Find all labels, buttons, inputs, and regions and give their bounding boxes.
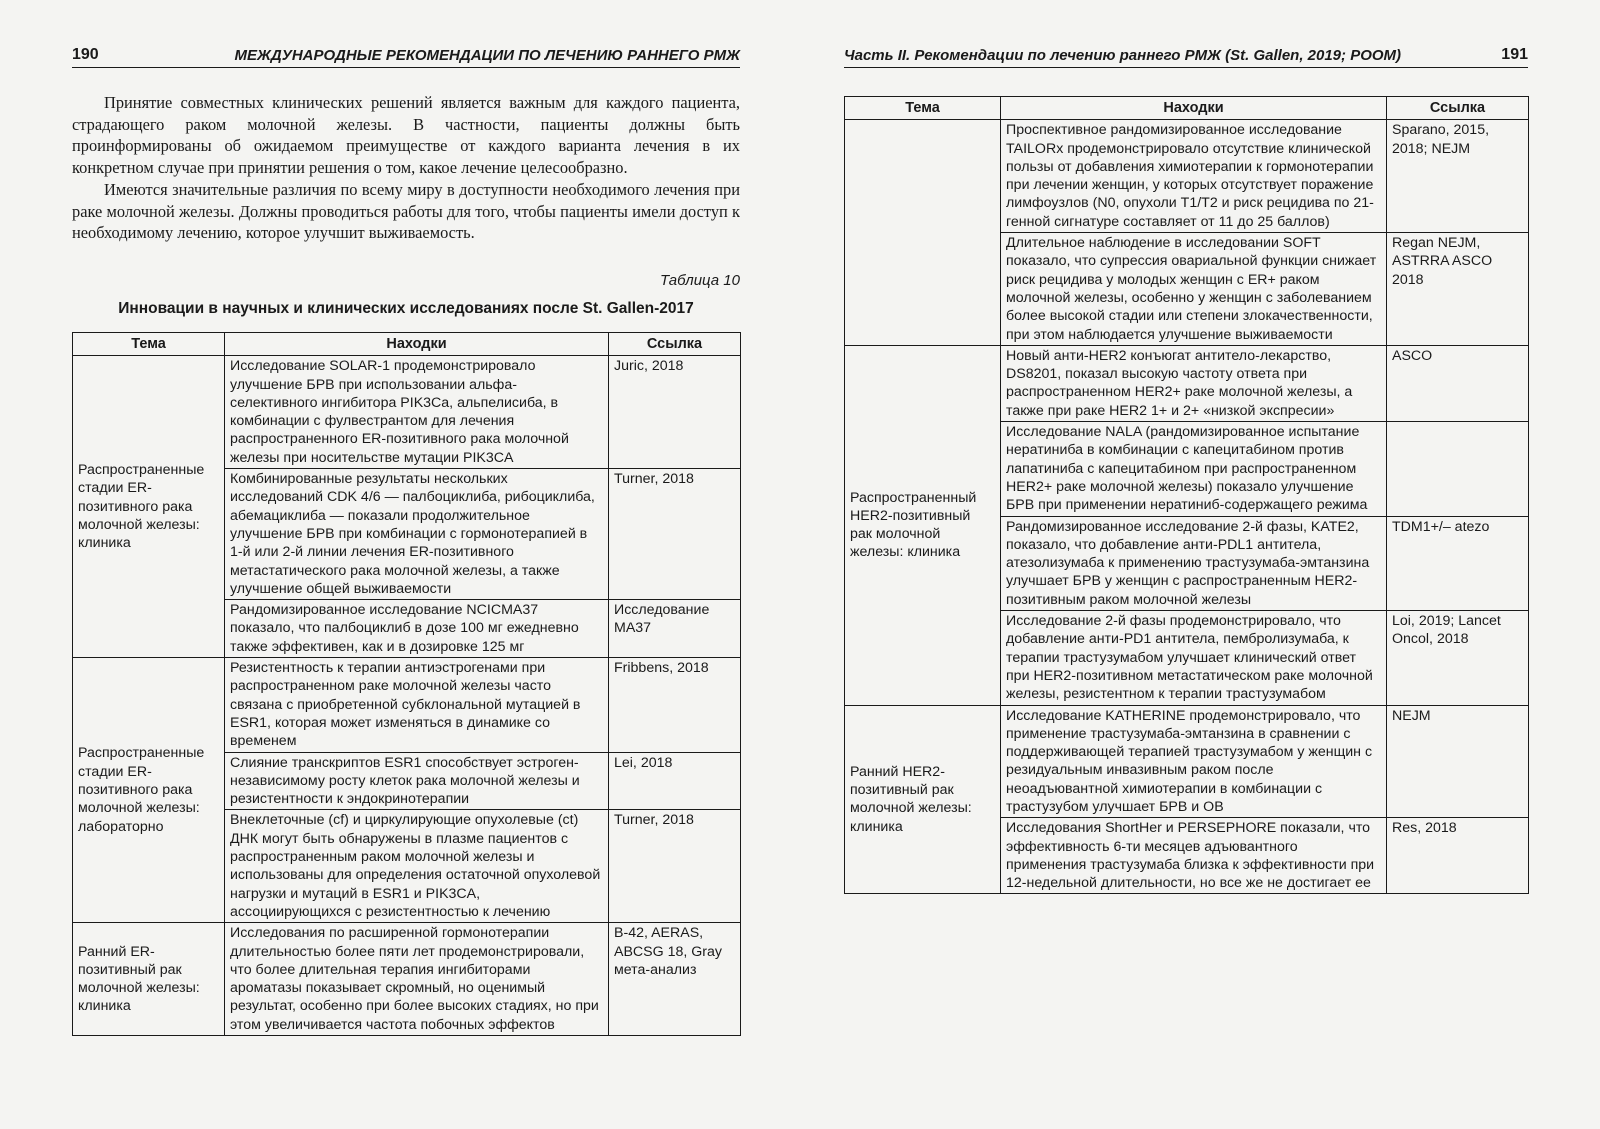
table-title: Инновации в научных и клинических исследованиях после St. Gallen-2017 (118, 300, 694, 317)
reference-cell: Loi, 2019; Lancet Oncol, 2018 (1387, 611, 1529, 705)
table-row (845, 120, 1529, 233)
table-row (73, 658, 741, 752)
finding-cell: Исследования ShortHer и PERSEPHORE показали, что эффективность 6-ти месяцев адъювантного применения трастузумаба близка к эффективности при 12-недельной длительности, но все же не достигает ее (1001, 818, 1387, 894)
theme-cell: Распространенный HER2-позитивный рак молочной железы: клиника (845, 345, 1001, 705)
header-findings: Находки (1001, 97, 1387, 120)
left-page (0, 0, 790, 1129)
finding-cell: Исследования по расширенной гормонотерапии длительностью более пяти лет продемонстрировали, что более длительная терапия ингибиторами ароматазы показывает скромный, но оценимый результат, особенно при более высоких стадиях, но при этом увеличивается частота побочных эффектов (225, 923, 609, 1036)
header-theme: Тема (845, 97, 1001, 120)
reference-cell: Regan NEJM, ASTRRA ASCO 2018 (1387, 233, 1529, 346)
reference-cell (1387, 422, 1529, 516)
reference-cell: NEJM (1387, 705, 1529, 818)
reference-cell: ASCO (1387, 345, 1529, 421)
theme-cell: Распространенные стадии ER-позитивного рака молочной железы: клиника (73, 356, 225, 658)
header-findings: Находки (225, 333, 609, 356)
right-running-head (844, 44, 1528, 68)
reference-cell: Lei, 2018 (609, 752, 741, 810)
finding-cell: Исследование NALA (рандомизированное испытание нератиниба в комбинации с капецитабином против лапатиниба с капецитабином при распространенном HER2+ раке молочной железы) показало улучшение БРВ при применении нератиниб-содержащего режима (1001, 422, 1387, 516)
finding-cell: Рандомизированное исследование NCICMA37 показало, что палбоциклиб в дозе 100 мг ежедневно также эффективен, как и в дозировке 125 мг (225, 600, 609, 658)
header-reference: Ссылка (609, 333, 741, 356)
left-running-head (72, 44, 740, 68)
table-header-row (845, 97, 1529, 120)
theme-cell: Распространенные стадии ER-позитивного рака молочной железы: лабораторно (73, 658, 225, 923)
finding-cell: Длительное наблюдение в исследовании SOFT показало, что супрессия овариальной функции снижает риск рецидива у молодых женщин с ER+ раком молочной железы, особенно у женщин с заболеванием более высокой стадии или степени злокачественности, при этом наблюдается улучшение выживаемости (1001, 233, 1387, 346)
table-row (73, 923, 741, 1036)
left-page-number: 190 (72, 46, 99, 63)
finding-cell: Исследование SOLAR-1 продемонстрировало улучшение БРВ при использовании альфа-селективного ингибитора PIK3Ca, альпелисиба, в комбинации с фулвестрантом для лечения распространенного ER-позитивного рака молочной железы при носительстве мутации PIK3CA (225, 356, 609, 469)
finding-cell: Исследование KATHERINE продемонстрировало, что применение трастузумаба-эмтанзина в сравнении с поддерживающей терапией трастузумабом у женщин с резидуальным инвазивным раком после неоадъювантной химиотерапии в комбинации с трастузубом улучшает БРВ и ОВ (1001, 705, 1387, 818)
right-page-number: 191 (1501, 46, 1528, 63)
right-page (800, 0, 1600, 1129)
finding-cell: Внеклеточные (cf) и циркулирующие опухолевые (ct) ДНК могут быть обнаружены в плазме пациентов с распространенным раком молочной железы и использованы для определения остаточной опухолевой нагрузки и мутаций в ESR1 и PIK3CA, ассоциирующихся с резистентностью к лечению (225, 810, 609, 923)
reference-cell: Исследование MA37 (609, 600, 741, 658)
reference-cell: Juric, 2018 (609, 356, 741, 469)
reference-cell: Sparano, 2015, 2018; NEJM (1387, 120, 1529, 233)
reference-cell: B-42, AERAS, ABCSG 18, Gray мета-анализ (609, 923, 741, 1036)
innovations-table-left (72, 332, 741, 1036)
left-body-text (72, 92, 740, 245)
theme-cell (845, 120, 1001, 346)
paragraph: Принятие совместных клинических решений является важным для каждого пациента, страдающего раком молочной железы. В частности, пациенты должны быть проинформированы об ожидаемом преимуществе от каждого варианта лечения в их конкретном случае при принятии решения о том, какое лечение целесообразно. (72, 93, 740, 177)
reference-cell: Turner, 2018 (609, 469, 741, 600)
header-reference: Ссылка (1387, 97, 1529, 120)
theme-cell: Ранний HER2-позитивный рак молочной железы: клиника (845, 705, 1001, 894)
table-number: Таблица 10 (659, 272, 740, 289)
finding-cell: Слияние транскриптов ESR1 способствует эстроген-независимому росту клеток рака молочной железы и резистентности к эндокринотерапии (225, 752, 609, 810)
table-row (73, 356, 741, 469)
theme-cell: Ранний ER-позитивный рак молочной железы: клиника (73, 923, 225, 1036)
reference-cell: TDM1+/– atezo (1387, 516, 1529, 610)
finding-cell: Новый анти-HER2 конъюгат антитело-лекарство, DS8201, показал высокую частоту ответа при распространенном HER2+ раке молочной железы, а также при раке HER2 1+ и 2+ «низкой экспресии» (1001, 345, 1387, 421)
finding-cell: Резистентность к терапии антиэстрогенами при распространенном раке молочной железы часто связана с приобретенной субклональной мутацией в ESR1, которая может изменяться в динамике со временем (225, 658, 609, 752)
table-row (845, 705, 1529, 818)
finding-cell: Комбинированные результаты нескольких исследований CDK 4/6 — палбоциклиба, рибоциклиба, абемациклиба — показали продолжительное улучшение БРВ при комбинации с гормонотерапией в 1-й или 2-й линии лечения ER-позитивного метастатического рака молочной железы, а также улучшение общей выживаемости (225, 469, 609, 600)
reference-cell: Fribbens, 2018 (609, 658, 741, 752)
reference-cell: Turner, 2018 (609, 810, 741, 923)
finding-cell: Рандомизированное исследование 2-й фазы, KATE2, показало, что добавление анти-PDL1 антитела, атезолизумаба к применению трастузумаба-эмтанзина улучшает БРВ у женщин с распространенным HER2-позитивным раком молочной железы (1001, 516, 1387, 610)
left-running-title: МЕЖДУНАРОДНЫЕ РЕКОМЕНДАЦИИ ПО ЛЕЧЕНИЮ РАННЕГО РМЖ (234, 47, 740, 64)
table-header-row (73, 333, 741, 356)
paragraph: Имеются значительные различия по всему миру в доступности необходимого лечения при раке молочной железы. Должны проводиться работы для того, чтобы пациенты имели доступ к необходимому лечению, которое улучшит выживаемость. (72, 180, 740, 242)
reference-cell: Res, 2018 (1387, 818, 1529, 894)
innovations-table-right (844, 96, 1529, 894)
header-theme: Тема (73, 333, 225, 356)
finding-cell: Проспективное рандомизированное исследование TAILORx продемонстрировало отсутствие клинической пользы от добавления химиотерапии к гормонотерапии при лечении женщин, у которых отсутствует поражение лимфоузлов (N0, опухоли T1/T2 и риск рецидива по 21-генной сигнатуре составляет от 11 до 25 баллов) (1001, 120, 1387, 233)
right-running-title: Часть II. Рекомендации по лечению раннего РМЖ (St. Gallen, 2019; РООМ) (844, 47, 1402, 64)
table-row (845, 345, 1529, 421)
finding-cell: Исследование 2-й фазы продемонстрировало, что добавление анти-PD1 антитела, пембролизумаба, к терапии трастузумабом улучшает клинический ответ при HER2-позитивном метастатическом раке молочной железы, резистентном к терапии трастузумабом (1001, 611, 1387, 705)
